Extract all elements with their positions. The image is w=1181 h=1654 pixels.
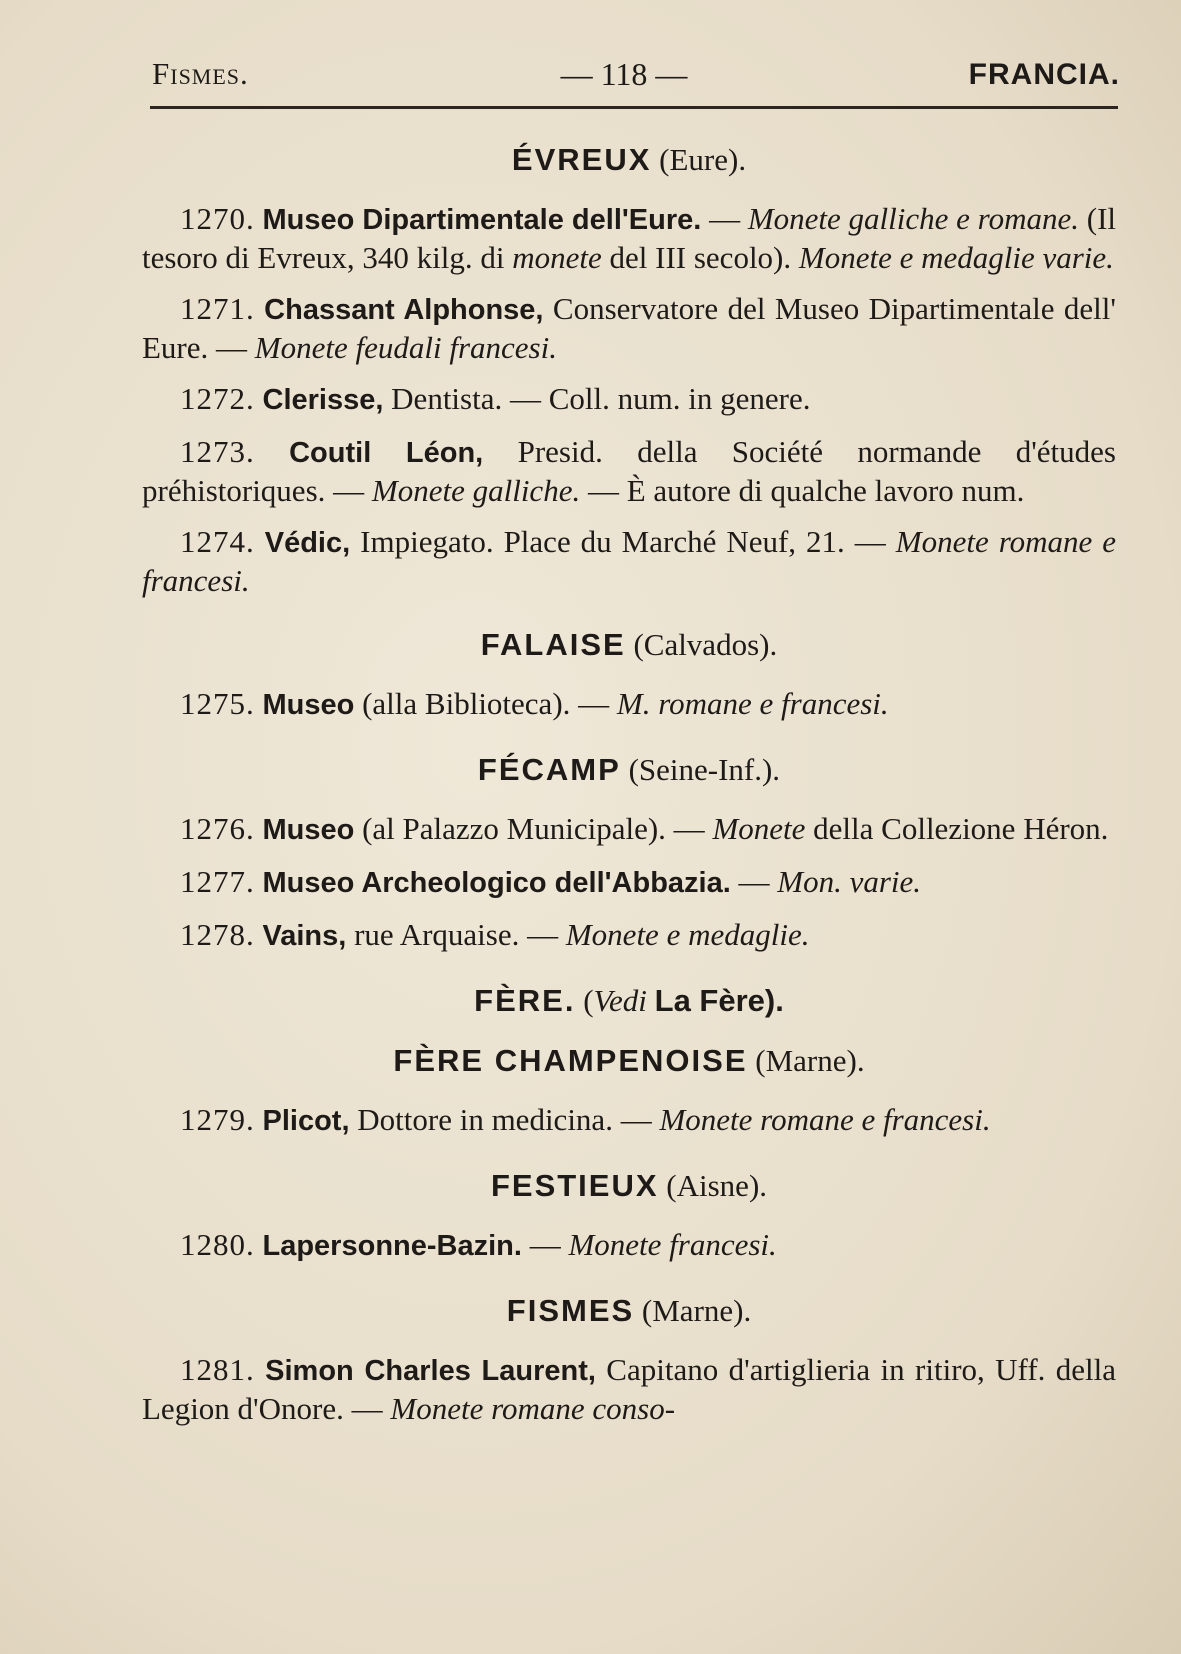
section-name: FÉCAMP [477,752,621,787]
entry-text: — È autore di qualche lavoro num. [580,473,1025,508]
entry-1278 [142,916,1116,955]
section-name: FISMES [506,1293,635,1328]
entry-1277 [142,863,1116,902]
section-region: (Seine-Inf.). [628,752,781,787]
entry-text: (alla Biblioteca). — [354,686,617,721]
page-body [142,140,1116,1441]
entry-text: Dottore in medicina. — [349,1102,660,1137]
section-name: FÈRE CHAMPENOISE [393,1043,748,1078]
entry-1279 [142,1101,1116,1140]
entry-italic: Monete e medaglie varie. [798,240,1114,275]
entry-italic: Monete galliche. [371,473,581,508]
entry-name: Vains, [262,920,347,952]
page-number: — 118 — [560,56,688,92]
section-heading-falaise [142,625,1116,665]
entry-name: Lapersonne-Bazin. [262,1230,522,1262]
entry-text: Dentista. — Coll. num. in genere. [383,381,811,416]
entry-name: Plicot, [262,1105,350,1137]
section-name: FÈRE. [474,983,576,1018]
entry-1270 [142,200,1116,276]
entry-italic: Monete feudali francesi. [254,330,557,365]
entry-number: 1275. [180,686,255,721]
entry-name: Coutil Léon, [289,437,484,469]
entry-1276 [142,810,1116,849]
entry-1273 [142,433,1116,509]
entry-name: Clerisse, [262,384,384,416]
entry-text: (Il tesoro di Evreux, 340 kilg. di [142,201,1117,275]
section-region: (Calvados). [633,627,778,662]
entry-number: 1274. [180,524,255,559]
section-heading-festieux [142,1166,1116,1206]
entry-italic: Monete romane e francesi. [142,524,1116,598]
entry-text: Impiegato. Place du Marché Neuf, 21. — [350,524,896,559]
section-region: (Marne). [641,1293,752,1328]
entry-text: — [701,201,748,236]
section-name: FESTIEUX [490,1168,659,1203]
entry-text: del III secolo). [601,240,799,275]
section-heading-fere-champenoise [142,1041,1116,1081]
entry-italic: M. romane e francesi. [616,686,889,721]
entry-number: 1272. [180,381,255,416]
entry-1274 [142,523,1116,599]
section-name: FALAISE [480,627,626,662]
entry-italic: Monete romane e francesi. [659,1102,991,1137]
entry-text: Conservatore del Museo Dipartimentale dell' Eure. — [142,291,1116,365]
section-heading-fismes [142,1291,1116,1331]
entry-text: (al Palazzo Municipale). — [354,811,713,846]
running-head-left: Fismes. [152,56,249,91]
entry-number: 1278. [180,917,255,952]
entry-1280 [142,1226,1116,1265]
entry-number: 1271. [180,291,255,326]
entry-number: 1277. [180,864,255,899]
entry-italic: Mon. varie. [777,864,922,899]
entry-text: rue Arquaise. — [346,917,566,952]
running-head-right: FRANCIA. [968,58,1120,91]
entry-name: Simon Charles Laurent, [265,1355,596,1387]
entry-text: — [730,864,778,899]
section-region: (Aisne). [666,1168,768,1203]
section-region: (Marne). [755,1043,865,1078]
entry-1275 [142,685,1116,724]
section-ref-open: ( [583,983,594,1018]
entry-1272 [142,380,1116,419]
entry-text: — [521,1227,569,1262]
header-rule [150,106,1118,109]
section-ref-close: ). [764,983,784,1018]
entry-text: Capitano d'artiglieria in ritiro, Uff. della Legion d'Onore. — [142,1352,1117,1426]
section-heading-fecamp [142,750,1116,790]
entry-text: Presid. della Société normande d'études préhistoriques. — [142,434,1116,508]
entry-number: 1273. [180,434,255,469]
entry-name: Museo [262,814,355,846]
entry-number: 1279. [180,1102,255,1137]
entry-name: Védic, [264,527,351,559]
entry-italic: Monete francesi. [568,1227,777,1262]
entry-1281 [142,1351,1116,1427]
entry-1271 [142,290,1116,366]
entry-name: Museo [262,689,355,721]
entry-number: 1281. [180,1352,255,1387]
section-region: (Eure). [659,142,747,177]
entry-number: 1270. [180,201,255,236]
section-heading-fere [142,981,1116,1021]
section-cross-reference: La Fère [654,983,765,1018]
entry-text: della Collezione Héron. [805,811,1109,846]
section-vedi: Vedi [593,983,647,1018]
entry-name: Chassant Alphonse, [264,294,544,326]
section-name: ÉVREUX [511,142,652,177]
entry-name: Museo Dipartimentale dell'Eure. [262,204,702,236]
entry-italic: monete [512,240,602,275]
section-heading-evreux [142,140,1116,180]
entry-italic: Monete romane conso- [390,1391,676,1426]
entry-number: 1280. [180,1227,255,1262]
entry-italic: Monete e medaglie. [565,917,810,952]
entry-italic: Monete galliche e romane. [747,201,1079,236]
entry-name: Museo Archeologico dell'Abbazia. [262,867,731,899]
entry-italic: Monete [712,811,806,846]
entry-number: 1276. [180,811,255,846]
running-head [150,56,1120,96]
